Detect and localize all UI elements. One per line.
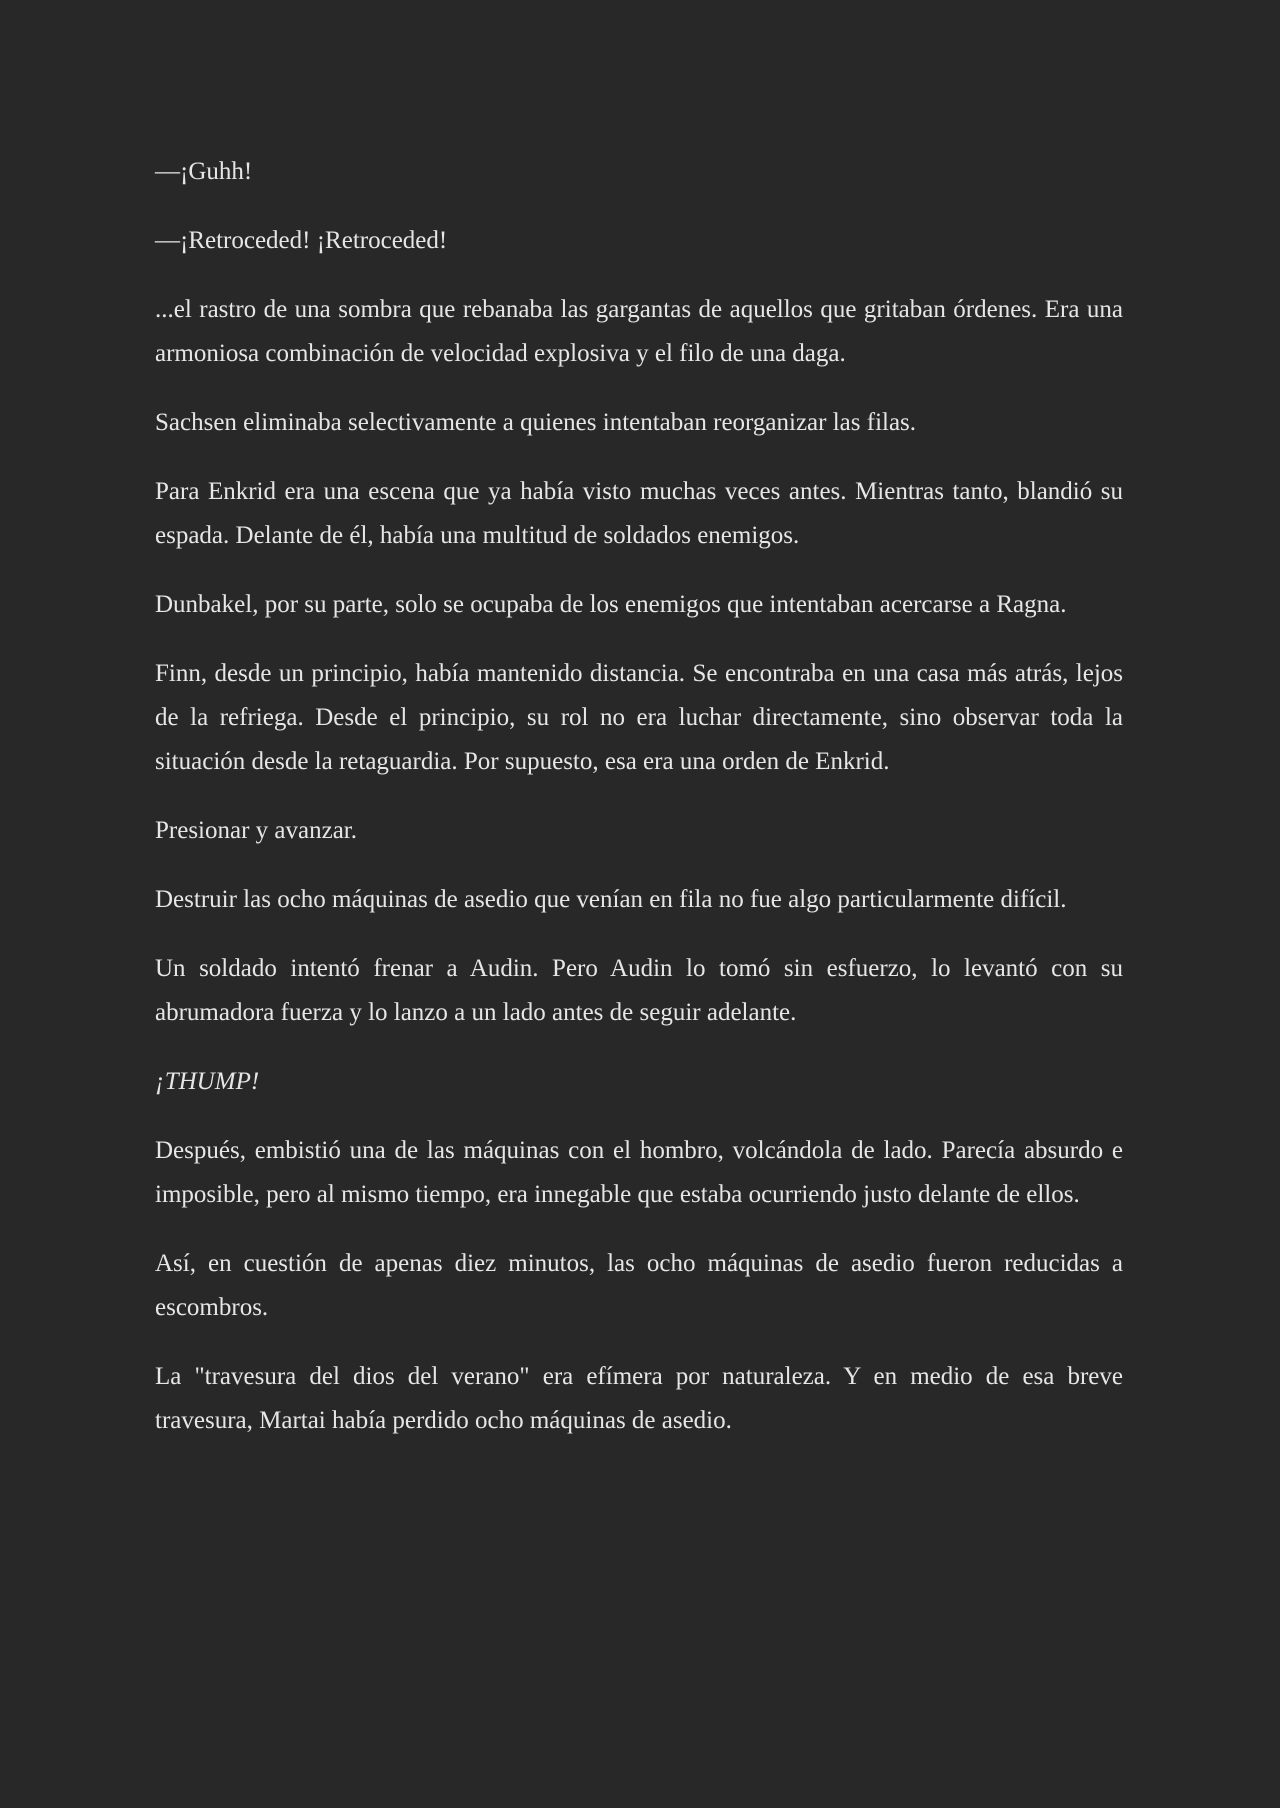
paragraph: Dunbakel, por su parte, solo se ocupaba de los enemigos que intentaban acercarse a Ragna. [155, 591, 1067, 618]
paragraph: Presionar y avanzar. [155, 817, 358, 844]
paragraph: ...el rastro de una sombra que rebanaba las gargantas de aquellos que gritaban órdenes. Era una armoniosa combinación de velocidad explosiva y el filo de una daga. [155, 296, 1123, 367]
paragraph: Un soldado intentó frenar a Audin. Pero Audin lo tomó sin esfuerzo, lo levantó con su abrumadora fuerza y lo lanzo a un lado antes de seguir adelante. [155, 955, 1123, 1026]
paragraph: Después, embistió una de las máquinas con el hombro, volcándola de lado. Parecía absurdo e imposible, pero al mismo tiempo, era innegable que estaba ocurriendo justo delante de ellos. [155, 1137, 1123, 1208]
paragraph: La "travesura del dios del verano" era efímera por naturaleza. Y en medio de esa breve travesura, Martai había perdido ocho máquinas de asedio. [155, 1363, 1123, 1434]
paragraph: —¡Guhh! [155, 158, 253, 185]
sound-effect: ¡THUMP! [155, 1068, 260, 1095]
paragraph: —¡Retroceded! ¡Retroceded! [155, 227, 448, 254]
paragraph: Destruir las ocho máquinas de asedio que venían en fila no fue algo particularmente difícil. [155, 886, 1067, 913]
paragraph: Para Enkrid era una escena que ya había visto muchas veces antes. Mientras tanto, blandió su espada. Delante de él, había una multitud de soldados enemigos. [155, 478, 1123, 549]
paragraph: Finn, desde un principio, había mantenido distancia. Se encontraba en una casa más atrás, lejos de la refriega. Desde el principio, su rol no era luchar directamente, sino observar toda la situación desde la retaguardia. Por supuesto, esa era una orden de Enkrid. [155, 660, 1123, 775]
chapter-text [155, 150, 1123, 1468]
paragraph: Así, en cuestión de apenas diez minutos, las ocho máquinas de asedio fueron reducidas a escombros. [155, 1250, 1123, 1321]
paragraph: Sachsen eliminaba selectivamente a quienes intentaban reorganizar las filas. [155, 409, 917, 436]
